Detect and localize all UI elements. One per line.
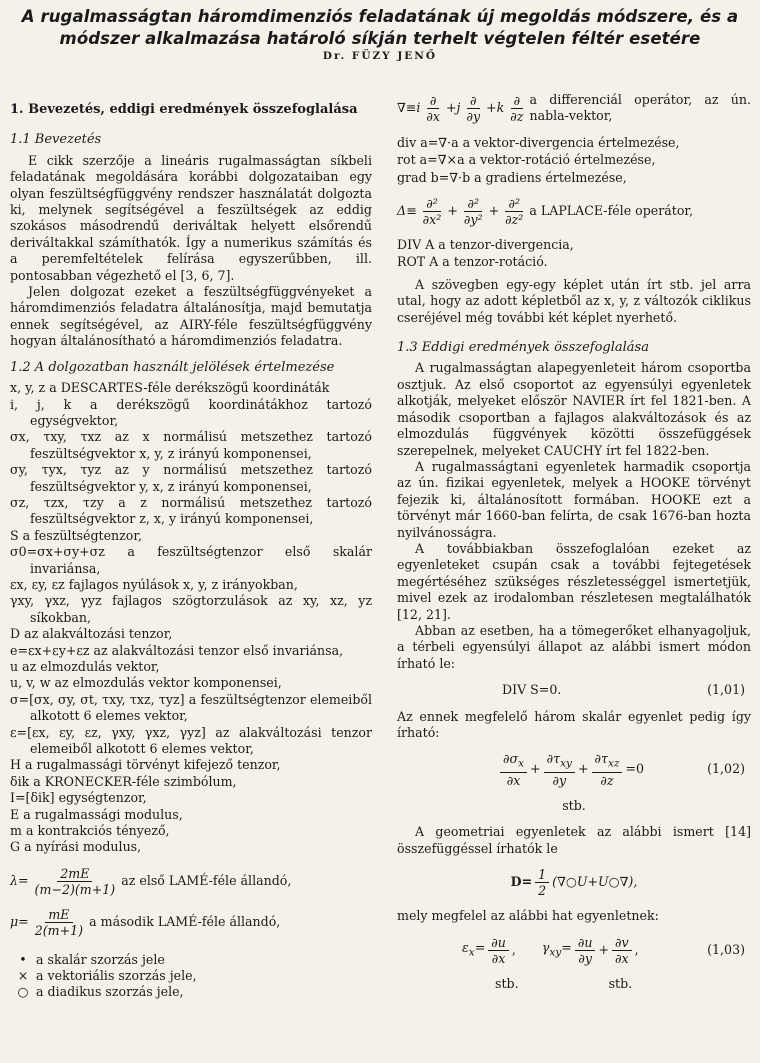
eq-number-1-01: (1,01) <box>707 682 745 698</box>
operator-symbol-row <box>10 984 372 1000</box>
notation-item: σz, τzx, τzy a z normálisú metszethez tartozó feszültségvektor z, x, y irányú komponensei, <box>10 494 372 527</box>
author: Dr. FÜZY JENŐ <box>322 50 438 62</box>
eq-D-num: 1 <box>535 867 549 883</box>
right-column <box>397 92 751 992</box>
operator-description: a diadikus szorzás jele, <box>36 983 184 999</box>
notation-item: u az elmozdulás vektor, <box>10 659 160 674</box>
notation-item: D az alakváltozási tenzor, <box>10 626 173 642</box>
lambda-text: az első LAMÉ-féle állandó, <box>121 873 292 889</box>
stb-1-02: stb. <box>562 797 586 813</box>
paragraph-six: mely megfelel az alábbi hat egyenletnek: <box>397 908 659 924</box>
laplace-definition: Δ≡ $\frac{\text{∂²}}{\text{∂x²}}$ + $\frac{\text{∂²}}{\text{∂y²}}$ + $\frac{\text{∂²}}{\text{∂z²}}$ a LAPLACE-féle operátor, <box>397 196 694 228</box>
notation-item: i, j, k a derékszögű koordinátákhoz tartozó egységvektor, <box>10 396 372 428</box>
notation-item: σy, τyx, τyz az y normálisú metszethez tartozó feszültségvektor y, x, z irányú komponensei, <box>10 462 372 494</box>
eq-D-lhs: D= <box>510 874 533 890</box>
notation-item: σ=[σx, σy, σt, τxy, τxz, τyz] a feszültségtenzor elemeiből alkotott 6 elemes vektor, <box>10 691 372 724</box>
d-dy: $\frac{\partial}{\partial y}$ <box>466 92 481 124</box>
operator-description: a vektoriális szorzás jele, <box>36 967 197 983</box>
mu-equation <box>10 907 372 938</box>
paragraph-equilibrium: Abban az esetben, ha a tömegerőket elhanyagoljuk, a térbeli egyensúlyi állapot az alábbi ismert módon írható le: <box>397 622 751 671</box>
paragraph-summary: A továbbiakban összefoglalóan ezeket az egyenleteket csupán csak a további fejtegetések megértéséhez szükséges részletességgel ismertetjük, mivel ezek az irodalomban részletesen megtalálhatók [12, 21]. <box>397 540 751 622</box>
nabla-definition: ∇≡i $\frac{\partial}{\partial x}$ +j $\frac{\partial}{\partial y}$ +k $\frac{\partial}{\partial z}$ a differenciál operátor, az ún. nabla-vektor, <box>397 92 751 124</box>
paragraph-scalar: Az ennek megfelelő három skalár egyenlet pedig így írható: <box>397 708 751 740</box>
stb-left: stb. <box>495 975 519 991</box>
d-dz: $\frac{\partial}{\partial z}$ <box>510 92 524 124</box>
mu-numerator: mE <box>45 907 72 923</box>
paragraph-stb: A szövegben egy-egy képlet után írt stb. jel arra utal, hogy az adott képletből az x, y, z változók ciklikus cseréjével még további két képlet nyerhető. <box>397 276 751 325</box>
notation-item: σx, τxy, τxz az x normálisú metszethez tartozó feszültségvektor x, y, z irányú komponensei, <box>10 429 372 461</box>
operator-description: a skalár szorzás jele <box>36 951 165 967</box>
operator-glyph: ○ <box>17 983 29 999</box>
nabla-lhs: ∇≡i <box>397 100 421 116</box>
operator-glyph: • <box>19 951 27 967</box>
eq-number-1-02: (1,02) <box>707 761 745 777</box>
stb-row <box>397 976 751 992</box>
notation-item: S a feszültségtenzor, <box>10 527 143 543</box>
lambda-equation <box>10 866 372 897</box>
notation-item: I=[δik] egységtenzor, <box>10 790 147 806</box>
notation-list <box>10 380 372 856</box>
operator-symbol-row <box>10 968 372 984</box>
laplace-text: a LAPLACE-féle operátor, <box>529 203 694 219</box>
notation-item: x, y, z a DESCARTES-féle derékszögű koordináták <box>10 380 330 396</box>
notation-item: E a rugalmassági modulus, <box>10 806 183 822</box>
equation-D <box>397 867 751 898</box>
laplace-lhs: Δ≡ <box>397 203 417 219</box>
paragraph-geometric: A geometriai egyenletek az alábbi ismert [14] összefüggéssel írhatók le <box>397 824 751 856</box>
notation-item: ε=[εx, εy, εz, γxy, γxz, γyz] az alakváltozási tenzor elemeiből alkotott 6 elemes vektor, <box>10 724 372 757</box>
operator-symbol-list <box>10 952 372 1000</box>
notation-item: m a kontrakciós tényező, <box>10 823 170 839</box>
mu-denominator: 2(m+1) <box>34 922 84 938</box>
notation-item: G a nyírási modulus, <box>10 839 142 855</box>
section-heading-1: 1. Bevezetés, eddigi eredmények összefoglalása <box>10 102 358 117</box>
lambda-numerator: 2mE <box>57 866 92 882</box>
operator-symbol-row <box>10 952 372 968</box>
subsection-heading-1-2: 1.2 A dolgozatban használt jelölések értelmezése <box>10 359 335 375</box>
rot-line: rot a=∇×a a vektor-rotáció értelmezése, <box>397 152 656 168</box>
mu-text: a második LAMÉ-féle állandó, <box>89 914 281 930</box>
div-line: div a=∇·a a vektor-divergencia értelmezése, <box>397 134 680 150</box>
nabla-text: a differenciál operátor, az ún. nabla-vektor, <box>529 92 751 124</box>
equation-1-01 <box>397 682 751 698</box>
notation-item: εx, εy, εz fajlagos nyúlások x, y, z irányokban, <box>10 576 298 592</box>
paragraph-intro-1: E cikk szerzője a lineáris rugalmasságtan síkbeli feladatának megoldására korábbi dolgozataiban egy olyan feszültségfüggvény rendszer használatát dolgozta ki, melynek segítségével a feszültségek az eddig szokásos másodrendű deriváltak helyett elsőrendű deriváltakkal számíthatók. Így a numerikus számítás és a peremfeltételek felírása egyszerűbben, ill. pontosabban végezhető el [3, 6, 7]. <box>10 152 372 283</box>
notation-item: u, v, w az elmozdulás vektor komponensei, <box>10 675 282 691</box>
left-column <box>10 92 372 1000</box>
subsection-heading-1-1: 1.1 Bevezetés <box>10 132 102 148</box>
notation-item: δik a KRONECKER-féle szimbólum, <box>10 773 237 789</box>
subsection-heading-1-3: 1.3 Eddigi eredmények összefoglalása <box>397 340 649 356</box>
eq-div-s: DIV S=0. <box>502 682 562 698</box>
mu-fraction <box>32 907 86 938</box>
notation-item: e=εx+εy+εz az alakváltozási tenzor első invariánsa, <box>10 642 344 658</box>
grad-line: grad b=∇·b a gradiens értelmezése, <box>397 169 627 185</box>
stb-right: stb. <box>608 975 633 991</box>
notation-item: σ0=σx+σy+σz a feszültségtenzor első skalár invariánsa, <box>10 544 372 576</box>
eq-D-den: 2 <box>538 883 547 899</box>
lambda-lhs: λ= <box>10 873 29 889</box>
notation-item: γxy, γxz, γyz fajlagos szögtorzulások az xy, xz, yz síkokban, <box>10 593 372 625</box>
operator-glyph: × <box>17 967 29 983</box>
lambda-fraction <box>32 866 119 897</box>
notation-item: H a rugalmassági törvényt kifejező tenzor, <box>10 757 281 773</box>
paragraph-intro-2: Jelen dolgozat ezeket a feszültségfüggvényeket a háromdimenziós feladatra általánosítja, majd bemutatja ennek segítségével, az AIRY-féle feszültségfüggvény hogyan általánosítható a háromdimenziós feladatra. <box>10 284 372 349</box>
equation-1-03: $\varepsilon_x=$ $\frac{\partial u}{\partial x}$ , $\gamma_{xy}=$ $\frac{\partial u}{\partial y}$ + $\frac{\partial v}{\partial x}$ , (1,03) <box>397 935 751 966</box>
paragraph-navier: A rugalmasságtan alapegyenleteit három csoportba osztjuk. Az első csoportot az egyensúlyi egyenletek alkotják, melyeket először NAVIER írt fel 1821-ben. A második csoportban a fajlagos alakváltozások és az elmozdulás függvények közötti összefüggések szerepelnek, melyeket CAUCHY írt fel 1822-ben. <box>397 360 751 458</box>
div-tensor: DIV A a tenzor-divergencia, <box>397 237 574 253</box>
rot-tensor: ROT A a tenzor-rotáció. <box>397 254 548 270</box>
equation-1-02: $\frac{\partial\sigma_x}{\partial x}$ + $\frac{\partial\tau_{xy}}{\partial y}$ + $\frac{\partial\tau_{xz}}{\partial z}$ =0 (1,02) <box>397 751 751 788</box>
lambda-denominator: (m−2)(m+1) <box>34 881 116 897</box>
d-dx: $\frac{\partial}{\partial x}$ <box>426 92 440 124</box>
mu-lhs: μ= <box>10 914 29 930</box>
paper-title: A rugalmasságtan háromdimenziós feladatának új megoldás módszere, és a módszer alkalmazása határoló síkján terhelt végtelen féltér esetére <box>21 7 739 48</box>
paragraph-hooke: A rugalmasságtani egyenletek harmadik csoportja az ún. fizikai egyenletek, melyek a HOOKE törvényt fejezik ki, általánosított formában. HOOKE ezt a törvényt már 1660-ban felírta, de csak 1676-ban hozta nyilvánosságra. <box>397 458 751 540</box>
eq-number-1-03: (1,03) <box>707 941 745 957</box>
eq-D-rhs: (∇○U+U○∇), <box>552 874 638 890</box>
